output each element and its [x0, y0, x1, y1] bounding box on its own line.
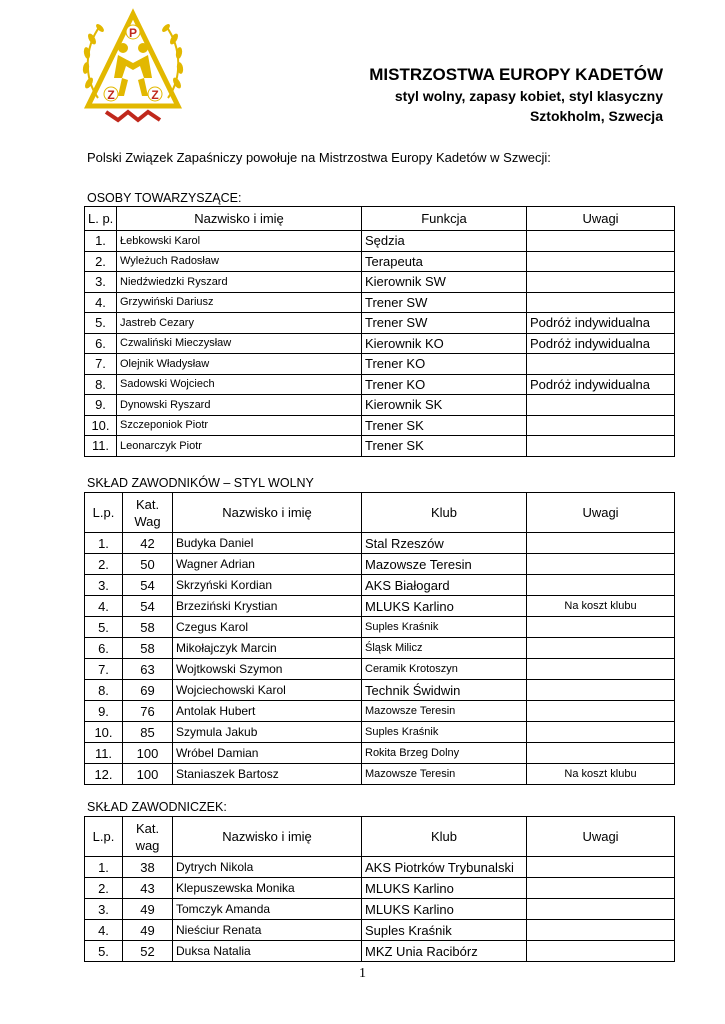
row-note	[527, 659, 675, 680]
row-note: Podróż indywidualna	[527, 374, 675, 395]
men-table	[84, 492, 675, 785]
table-row	[85, 764, 675, 785]
table-row	[85, 638, 675, 659]
table-row	[85, 554, 675, 575]
table-row	[85, 533, 675, 554]
table-row	[85, 680, 675, 701]
row-note	[527, 436, 675, 457]
table-row	[85, 313, 675, 334]
page-number: 1	[359, 966, 366, 981]
col-weight-line1: Kat.	[135, 496, 160, 512]
row-name: Antolak Hubert	[173, 701, 362, 722]
row-weight: 50	[123, 554, 173, 575]
row-name: Szymula Jakub	[173, 722, 362, 743]
row-weight: 100	[123, 764, 173, 785]
col-weight-line1: Kat.	[135, 820, 160, 836]
row-name: Wojciechowski Karol	[173, 680, 362, 701]
row-function: Sędzia	[362, 231, 527, 252]
row-name: Niedźwiedzki Ryszard	[117, 272, 362, 293]
row-weight: 38	[123, 857, 173, 878]
row-lp: 4.	[85, 596, 123, 617]
row-name: Wojtkowski Szymon	[173, 659, 362, 680]
row-function: Trener SW	[362, 292, 527, 313]
row-name: Olejnik Władysław	[117, 354, 362, 375]
row-lp: 6.	[85, 333, 117, 354]
row-weight: 58	[123, 638, 173, 659]
row-weight: 58	[123, 617, 173, 638]
row-note	[527, 292, 675, 313]
row-note	[527, 554, 675, 575]
row-club: AKS Białogard	[362, 575, 527, 596]
table-row	[85, 575, 675, 596]
row-club: Technik Świdwin	[362, 680, 527, 701]
table-row	[85, 596, 675, 617]
row-club: MLUKS Karlino	[362, 899, 527, 920]
row-note: Na koszt klubu	[527, 764, 675, 785]
row-club: Rokita Brzeg Dolny	[362, 743, 527, 764]
row-club: Mazowsze Teresin	[362, 554, 527, 575]
row-name: Szczeponiok Piotr	[117, 415, 362, 436]
row-note	[527, 251, 675, 272]
intro-text: Polski Związek Zapaśniczy powołuje na Mistrzostwa Europy Kadetów w Szwecji:	[87, 150, 551, 165]
row-weight: 42	[123, 533, 173, 554]
row-note	[527, 857, 675, 878]
table-row	[85, 292, 675, 313]
col-notes: Uwagi	[527, 817, 675, 857]
table-row	[85, 857, 675, 878]
row-weight: 54	[123, 575, 173, 596]
row-club: Suples Kraśnik	[362, 617, 527, 638]
row-note	[527, 533, 675, 554]
row-lp: 3.	[85, 575, 123, 596]
table-row	[85, 251, 675, 272]
col-notes: Uwagi	[527, 493, 675, 533]
document-header	[369, 64, 663, 126]
row-lp: 2.	[85, 554, 123, 575]
table-row	[85, 231, 675, 252]
row-weight: 76	[123, 701, 173, 722]
table-row	[85, 272, 675, 293]
row-lp: 10.	[85, 415, 117, 436]
row-club: Śląsk Milicz	[362, 638, 527, 659]
row-lp: 10.	[85, 722, 123, 743]
table-row	[85, 743, 675, 764]
row-note	[527, 231, 675, 252]
row-lp: 11.	[85, 743, 123, 764]
row-function: Kierownik SW	[362, 272, 527, 293]
row-weight: 43	[123, 878, 173, 899]
col-lp: L.p.	[85, 493, 123, 533]
row-name: Grzywiński Dariusz	[117, 292, 362, 313]
row-note: Podróż indywidualna	[527, 313, 675, 334]
document-title: MISTRZOSTWA EUROPY KADETÓW	[369, 65, 663, 84]
staff-heading: OSOBY TOWARZYSZĄCE:	[87, 191, 242, 205]
row-name: Jastreb Cezary	[117, 313, 362, 334]
col-lp: L.p.	[85, 817, 123, 857]
row-note: Na koszt klubu	[527, 596, 675, 617]
table-row	[85, 722, 675, 743]
document-location: Sztokholm, Szwecja	[529, 108, 663, 124]
row-name: Dynowski Ryszard	[117, 395, 362, 416]
table-row	[85, 701, 675, 722]
logo-letter-z1: Z	[107, 88, 115, 102]
row-name: Mikołajczyk Marcin	[173, 638, 362, 659]
row-note	[527, 617, 675, 638]
row-function: Terapeuta	[362, 251, 527, 272]
col-function: Funkcja	[362, 207, 527, 231]
row-lp: 4.	[85, 920, 123, 941]
row-lp: 12.	[85, 764, 123, 785]
row-note	[527, 722, 675, 743]
row-lp: 3.	[85, 272, 117, 293]
row-note: Podróż indywidualna	[527, 333, 675, 354]
table-row	[85, 395, 675, 416]
table-row	[85, 354, 675, 375]
staff-table	[84, 206, 675, 457]
row-weight: 49	[123, 920, 173, 941]
row-name: Czegus Karol	[173, 617, 362, 638]
row-lp: 4.	[85, 292, 117, 313]
row-note	[527, 395, 675, 416]
row-weight: 69	[123, 680, 173, 701]
col-lp: L. p.	[85, 207, 117, 231]
row-lp: 5.	[85, 617, 123, 638]
ribbon-icon	[106, 112, 160, 120]
row-lp: 5.	[85, 941, 123, 962]
row-name: Klepuszewska Monika	[173, 878, 362, 899]
row-name: Staniaszek Bartosz	[173, 764, 362, 785]
col-weight	[123, 493, 173, 533]
row-function: Trener SW	[362, 313, 527, 334]
row-function: Trener SK	[362, 436, 527, 457]
row-weight: 63	[123, 659, 173, 680]
table-row	[85, 333, 675, 354]
col-name: Nazwisko i imię	[173, 493, 362, 533]
row-club: Stal Rzeszów	[362, 533, 527, 554]
row-lp: 5.	[85, 313, 117, 334]
row-lp: 1.	[85, 231, 117, 252]
col-notes: Uwagi	[527, 207, 675, 231]
row-name: Duksa Natalia	[173, 941, 362, 962]
row-lp: 7.	[85, 659, 123, 680]
document-subtitle: styl wolny, zapasy kobiet, styl klasyczny	[394, 88, 663, 104]
logo-letter-z2: Z	[151, 88, 159, 102]
pzz-logo	[78, 8, 188, 126]
col-weight-line2: wag	[135, 837, 160, 853]
row-weight: 52	[123, 941, 173, 962]
row-note	[527, 743, 675, 764]
row-note	[527, 415, 675, 436]
row-lp: 8.	[85, 680, 123, 701]
row-function: Trener KO	[362, 374, 527, 395]
col-weight	[123, 817, 173, 857]
row-note	[527, 899, 675, 920]
row-lp: 2.	[85, 251, 117, 272]
col-weight-line2: Wag	[134, 513, 161, 529]
row-note	[527, 878, 675, 899]
row-function: Kierownik KO	[362, 333, 527, 354]
row-weight: 100	[123, 743, 173, 764]
row-weight: 54	[123, 596, 173, 617]
row-note	[527, 354, 675, 375]
table-row	[85, 920, 675, 941]
row-name: Skrzyński Kordian	[173, 575, 362, 596]
table-row	[85, 899, 675, 920]
row-function: Kierownik SK	[362, 395, 527, 416]
row-name: Dytrych Nikola	[173, 857, 362, 878]
row-club: Ceramik Krotoszyn	[362, 659, 527, 680]
row-name: Łebkowski Karol	[117, 231, 362, 252]
row-note	[527, 680, 675, 701]
row-note	[527, 920, 675, 941]
row-name: Czwaliński Mieczysław	[117, 333, 362, 354]
row-lp: 8.	[85, 374, 117, 395]
women-table	[84, 816, 675, 962]
wrestlers-icon	[114, 43, 152, 96]
col-club: Klub	[362, 493, 527, 533]
women-heading: SKŁAD ZAWODNICZEK:	[87, 800, 227, 814]
row-function: Trener SK	[362, 415, 527, 436]
row-club: MLUKS Karlino	[362, 596, 527, 617]
table-row	[85, 436, 675, 457]
table-row	[85, 374, 675, 395]
col-club: Klub	[362, 817, 527, 857]
row-name: Wagner Adrian	[173, 554, 362, 575]
row-lp: 6.	[85, 638, 123, 659]
men-heading: SKŁAD ZAWODNIKÓW – STYL WOLNY	[87, 476, 314, 490]
row-lp: 2.	[85, 878, 123, 899]
table-row	[85, 415, 675, 436]
table-row	[85, 941, 675, 962]
row-note	[527, 575, 675, 596]
table-row	[85, 659, 675, 680]
row-name: Brzeziński Krystian	[173, 596, 362, 617]
row-club: MKZ Unia Racibórz	[362, 941, 527, 962]
row-name: Wróbel Damian	[173, 743, 362, 764]
row-lp: 9.	[85, 395, 117, 416]
row-note	[527, 941, 675, 962]
row-club: AKS Piotrków Trybunalski	[362, 857, 527, 878]
row-note	[527, 701, 675, 722]
logo-letter-p: P	[128, 26, 138, 40]
row-lp: 11.	[85, 436, 117, 457]
row-name: Budyka Daniel	[173, 533, 362, 554]
row-club: Suples Kraśnik	[362, 722, 527, 743]
row-lp: 3.	[85, 899, 123, 920]
row-club: Mazowsze Teresin	[362, 764, 527, 785]
row-name: Sadowski Wojciech	[117, 374, 362, 395]
row-weight: 85	[123, 722, 173, 743]
col-name: Nazwisko i imię	[117, 207, 362, 231]
table-row	[85, 617, 675, 638]
row-name: Leonarczyk Piotr	[117, 436, 362, 457]
row-lp: 7.	[85, 354, 117, 375]
row-name: Wyleżuch Radosław	[117, 251, 362, 272]
row-name: Nieściur Renata	[173, 920, 362, 941]
row-note	[527, 638, 675, 659]
row-club: MLUKS Karlino	[362, 878, 527, 899]
row-lp: 9.	[85, 701, 123, 722]
row-club: Mazowsze Teresin	[362, 701, 527, 722]
row-lp: 1.	[85, 857, 123, 878]
col-name: Nazwisko i imię	[173, 817, 362, 857]
row-name: Tomczyk Amanda	[173, 899, 362, 920]
table-row	[85, 878, 675, 899]
row-function: Trener KO	[362, 354, 527, 375]
row-note	[527, 272, 675, 293]
row-club: Suples Kraśnik	[362, 920, 527, 941]
row-lp: 1.	[85, 533, 123, 554]
row-weight: 49	[123, 899, 173, 920]
